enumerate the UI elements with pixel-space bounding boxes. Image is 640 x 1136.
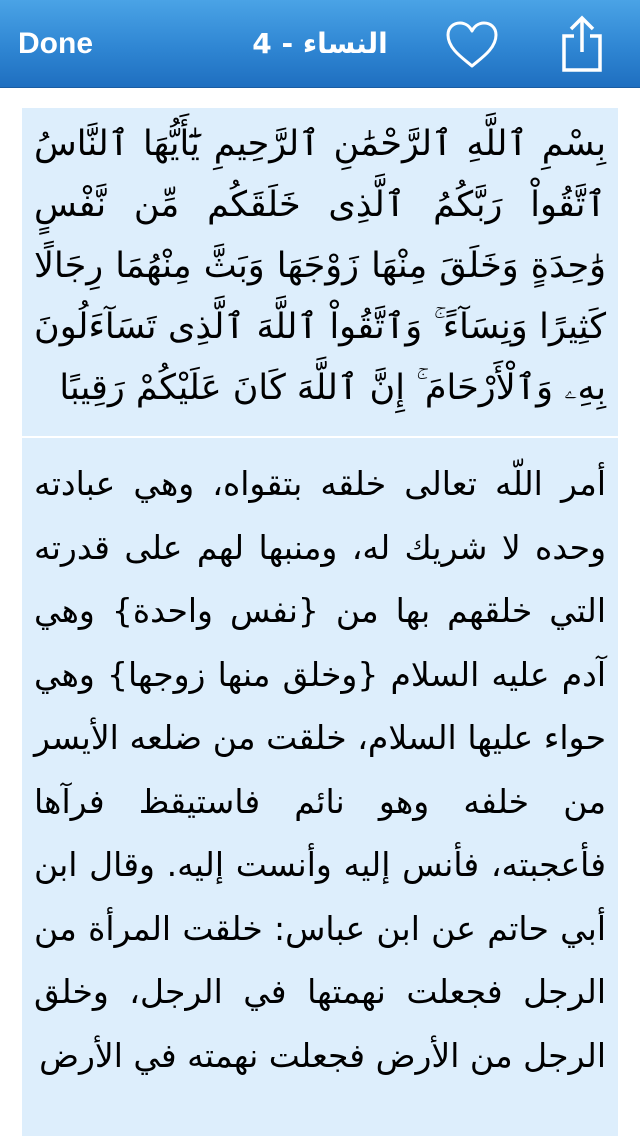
tafsir-text: أمر اللّه تعالى خلقه بتقواه، وهي عبادته وحده لا شريك له، ومنبها لهم على قدرته التي خلقهم بها من {نفس واحدة} وهي آدم عليه السلام {وخلق منها زوجها} وهي حواء عليها السلام، خلقت من ضلعه الأيسر من خلفه وهو نائم فاستيقظ فرآها فأعجبته، فأنس إليه وأنست إليه. وقال ابن أبي حاتم عن ابن عباس: خلقت المرأة من الرجل فجعلت نهمتها في الرجل، وخلق الرجل من الأرض فجعلت نهمته في الأرض [22,438,618,1136]
page-title: 4 - النساء [252,27,388,60]
done-button[interactable]: Done [18,24,93,64]
share-button[interactable] [556,14,608,74]
content-area[interactable] [22,108,618,1136]
navigation-bar [0,0,640,88]
favorite-button[interactable] [444,20,500,70]
heart-outline-icon [444,20,500,70]
verse-text: بِسْمِ ٱللَّهِ ٱلرَّحْمَٰنِ ٱلرَّحِيمِ يَٰٓأَيُّهَا ٱلنَّاسُ ٱتَّقُواْ رَبَّكُمُ ٱلَّذِى خَلَقَكُم مِّن نَّفْسٍ وَٰحِدَةٍ وَخَلَقَ مِنْهَا زَوْجَهَا وَبَثَّ مِنْهُمَا رِجَالًا كَثِيرًا وَنِسَآءً ۚ وَٱتَّقُواْ ٱللَّهَ ٱلَّذِى تَسَآءَلُونَ بِهِۦ وَٱلْأَرْحَامَ ۚ إِنَّ ٱللَّهَ كَانَ عَلَيْكُمْ رَقِيبًا [22,108,618,438]
share-icon [556,14,608,74]
